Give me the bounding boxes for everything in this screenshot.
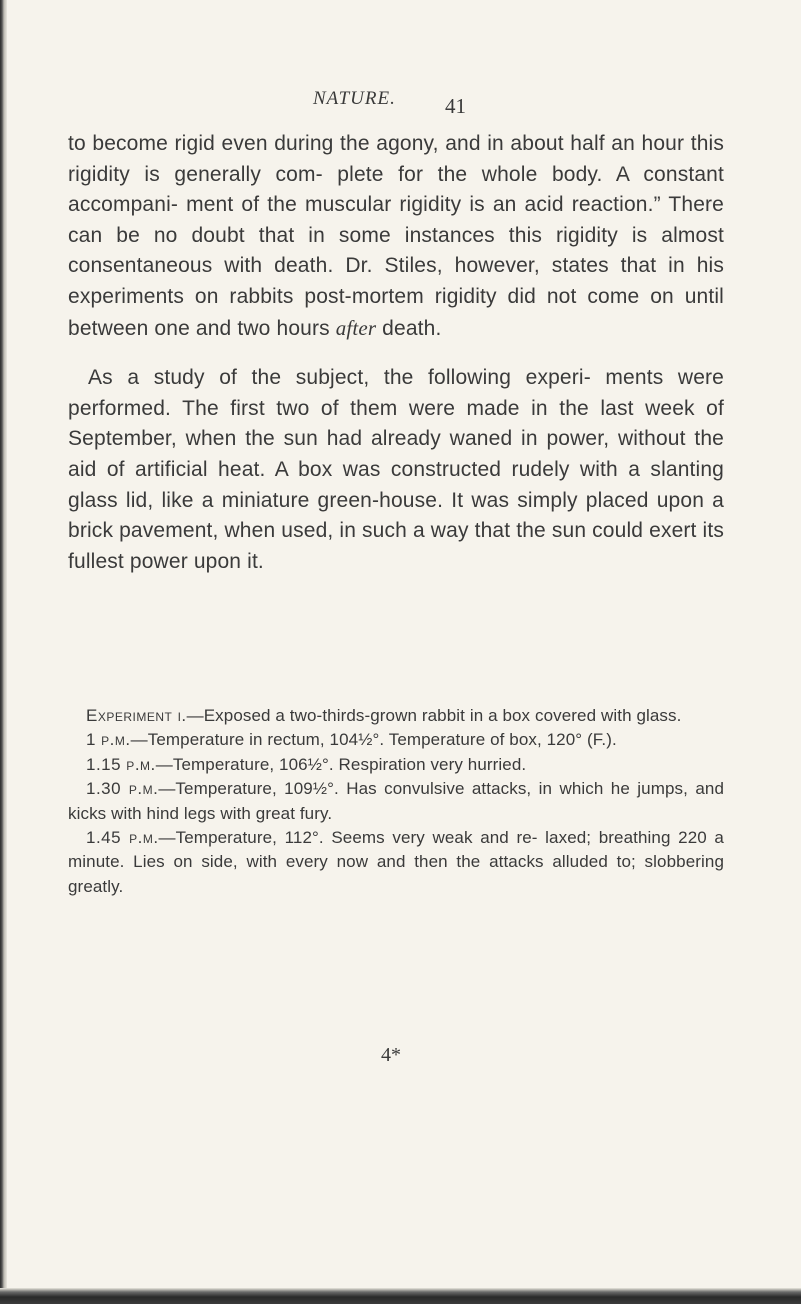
experiment-intro-text: —Exposed a two-thirds-grown rabbit in a box covered with glass. [186, 706, 682, 725]
entry-time: 1 p.m. [86, 730, 131, 750]
paragraph-1 [68, 129, 724, 344]
experiment-heading: Experiment i. [86, 706, 187, 725]
running-title: NATURE. [313, 88, 396, 109]
page-bottom-edge [0, 1288, 801, 1304]
page-binding-edge [0, 0, 7, 1304]
experiment-entry [68, 753, 724, 777]
experiment-entry [68, 826, 724, 899]
entry-text: —Temperature in rectum, 104½°. Temperature of box, 120° (F.). [130, 730, 617, 750]
paragraph-1-text-end: death. [376, 316, 442, 340]
experiment-intro [68, 704, 724, 728]
page-number: 41 [445, 94, 466, 118]
entry-text: —Temperature, 109½°. Has convulsive attacks, in which he jumps, and kicks with hind legs with great fury. [68, 779, 724, 823]
entry-time: 1.30 p.m. [86, 779, 159, 799]
signature-mark: 4* [381, 1044, 401, 1066]
running-header [0, 88, 801, 118]
paragraph-2: As a study of the subject, the following experi- ments were performed. The first two of them were made in the last week of September, when the sun had already waned in power, without the aid of artificial heat. A box was constructed rudely with a slanting glass lid, like a miniature green-house. It was simply placed upon a brick pavement, when used, in such a way that the sun could exert its fullest power upon it. [68, 366, 724, 573]
experiment-entry [68, 777, 724, 826]
entry-time: 1.15 p.m. [86, 754, 156, 774]
paragraph-1-text-start: to become rigid even during the agony, and in about half an hour this rigidity is generally com- plete for the whole body. A constant accompani- ment of the muscular rigidity is an acid reaction.” There can be no doubt that in some instances this rigidity is almost consentaneous with death. Dr. Stiles, however, states that in his experiments on rabbits post-mortem rigidity did not come on until between one and two hours [68, 132, 724, 340]
entry-text: —Temperature, 106½°. Respiration very hurried. [155, 754, 527, 774]
experiment-notes [68, 704, 724, 899]
experiment-entry [68, 728, 724, 752]
main-text [68, 129, 724, 577]
entry-text: —Temperature, 112°. Seems very weak and re- laxed; breathing 220 a minute. Lies on side, with every now and then the attacks alluded to; slobbering greatly. [68, 828, 724, 896]
entry-time: 1.45 p.m. [86, 828, 159, 848]
italic-emphasis: after [335, 315, 377, 340]
